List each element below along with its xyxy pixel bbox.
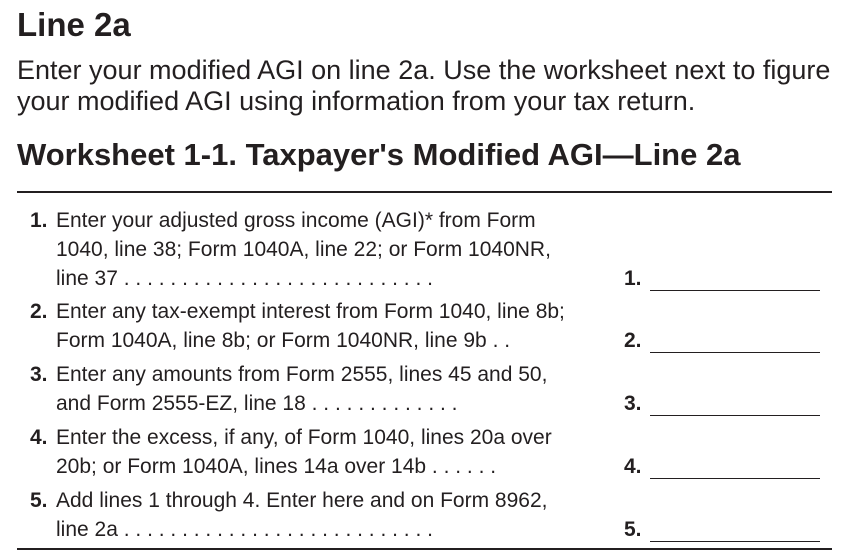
worksheet-title — [17, 135, 740, 175]
worksheet-row — [0, 486, 847, 549]
bottom-rule — [17, 548, 832, 550]
row-line-text: Form 1040A, line 8b; or Form 1040NR, line 9b — [56, 329, 487, 352]
entry-field-line-1[interactable] — [650, 290, 820, 291]
row-line-last — [56, 264, 626, 293]
row-description — [56, 423, 626, 481]
worksheet-row — [0, 297, 847, 360]
row-line: Enter the excess, if any, of Form 1040, lines 20a over — [56, 426, 552, 449]
leader-dots: . . . . . . . . . . . . . . . . . . . . . . . . . . . — [123, 518, 433, 541]
worksheet-row — [0, 423, 847, 486]
row-line-last — [56, 326, 626, 355]
row-description — [56, 486, 626, 544]
row-number: 1. — [30, 209, 48, 232]
entry-label: 4. — [624, 455, 642, 478]
row-number: 2. — [30, 300, 48, 323]
worksheet-row — [0, 360, 847, 423]
entry-field-line-5[interactable] — [650, 541, 820, 542]
worksheet-title-bold: Taxpayer's Modified AGI—Line 2a — [245, 137, 741, 172]
leader-dots: . . . . . . — [431, 455, 497, 478]
worksheet-rows — [0, 206, 847, 549]
row-line-text: 20b; or Form 1040A, lines 14a over 14b — [56, 455, 427, 478]
worksheet-title-prefix: Worksheet 1-1. — [17, 137, 237, 172]
row-number: 3. — [30, 363, 48, 386]
row-line-text: line 37 — [56, 267, 118, 290]
row-line-last — [56, 389, 626, 418]
leader-dots: . . . . . . . . . . . . . . . . . . . . . . . . . . . — [123, 267, 433, 290]
entry-field-line-3[interactable] — [650, 415, 820, 416]
leader-dots: . . . . . . . . . . . . . — [311, 392, 458, 415]
top-rule — [17, 191, 832, 193]
worksheet-row — [0, 206, 847, 297]
row-description — [56, 360, 626, 418]
row-number: 4. — [30, 426, 48, 449]
intro-text: Enter your modified AGI on line 2a. Use the worksheet next to figure your modified AGI using information from your tax return. — [17, 55, 831, 116]
leader-dots: . . — [492, 329, 511, 352]
entry-label: 5. — [624, 518, 642, 541]
row-line-last — [56, 452, 626, 481]
entry-label: 3. — [624, 392, 642, 415]
row-line-text: line 2a — [56, 518, 118, 541]
row-line: 1040, line 38; Form 1040A, line 22; or Form 1040NR, — [56, 238, 551, 261]
section-heading: Line 2a — [17, 6, 131, 43]
entry-field-line-2[interactable] — [650, 352, 820, 353]
row-description — [56, 297, 626, 355]
row-number: 5. — [30, 489, 48, 512]
row-line: Enter your adjusted gross income (AGI)* from Form — [56, 209, 536, 232]
row-line: Add lines 1 through 4. Enter here and on Form 8962, — [56, 489, 548, 512]
row-line: Enter any amounts from Form 2555, lines 45 and 50, — [56, 363, 548, 386]
row-line: Enter any tax-exempt interest from Form 1040, line 8b; — [56, 300, 565, 323]
row-line-last — [56, 515, 626, 544]
entry-field-line-4[interactable] — [650, 478, 820, 479]
row-line-text: and Form 2555-EZ, line 18 — [56, 392, 306, 415]
entry-label: 2. — [624, 329, 642, 352]
entry-label: 1. — [624, 267, 642, 290]
row-description — [56, 206, 626, 293]
